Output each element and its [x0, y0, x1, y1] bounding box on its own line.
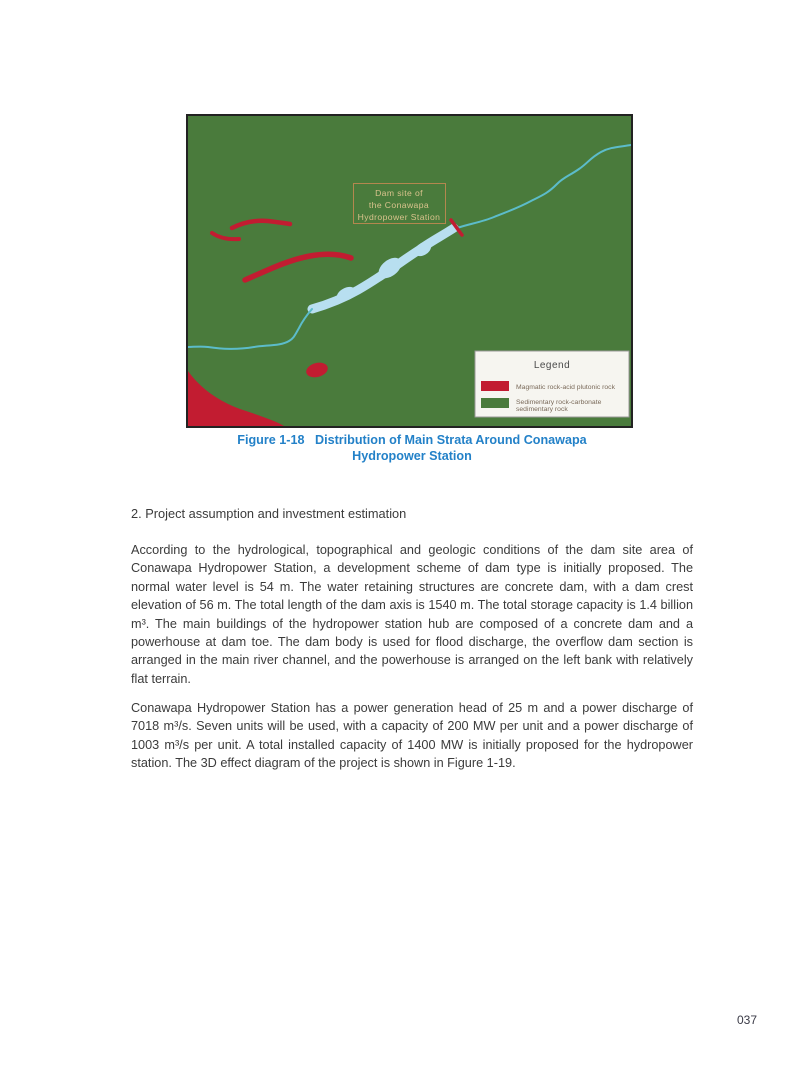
- body-paragraph-1: According to the hydrological, topographical and geologic conditions of the dam site area of Conawapa Hydropower Station, a development scheme of dam type is initially proposed. The normal water level is 54 m. The water retaining structures are concrete dam, with a dam crest elevation of 56 m. The total length of the dam axis is 1540 m. The total storage capacity is 1.4 billion m³. The main buildings of the hydropower station hub are composed of a concrete dam and a powerhouse at dam toe. The dam body is used for flood discharge, the overflow dam section is arranged in the main river channel, and the powerhouse is arranged on the left bank with relatively flat terrain.: [131, 543, 693, 686]
- dam-label-line2: the Conawapa: [368, 200, 430, 210]
- section-heading: 2. Project assumption and investment estimation: [131, 506, 407, 521]
- strata-map: [188, 116, 631, 426]
- body-paragraph-2: Conawapa Hydropower Station has a power generation head of 25 m and a power discharge of 7018 m³/s. Seven units will be used, with a capacity of 200 MW per unit and a power discharge of 1003 m³/s per unit. A total installed capacity of 1400 MW is initially proposed for the hydropower station. The 3D effect diagram of the project is shown in Figure 1-19.: [131, 701, 693, 771]
- strata-map-figure: [186, 114, 633, 428]
- map-legend: [475, 351, 629, 417]
- legend-label-magmatic: Magmatic rock-acid plutonic rock: [516, 384, 615, 391]
- legend-swatch-magmatic: [481, 381, 509, 391]
- legend-title: Legend: [533, 360, 571, 371]
- legend-swatch-sedimentary: [481, 398, 509, 408]
- figure-caption-line1: Figure 1-18 Distribution of Main Strata Around Conawapa: [237, 433, 587, 447]
- figure-caption-line2: Hydropower Station: [352, 449, 472, 463]
- legend-label-sedimentary-line2: sedimentary rock: [516, 406, 568, 413]
- legend-label-sedimentary-line1: Sedimentary rock-carbonate: [516, 399, 602, 406]
- dam-label-line3: Hydropower Station: [357, 212, 441, 222]
- page-number: 037: [736, 1013, 757, 1027]
- dam-label-line1: Dam site of: [375, 188, 423, 198]
